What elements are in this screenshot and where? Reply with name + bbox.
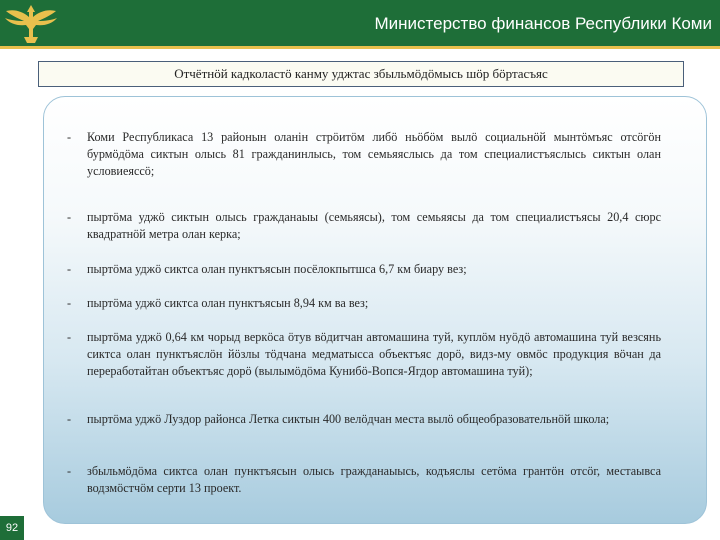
bullet-dash: - [67,464,72,478]
ministry-title: Министерство финансов Республики Коми [374,14,712,33]
slide-subtitle: Отчётнӧй кадколастӧ канму уджтас збыльмӧдӧмысь шӧр бӧртасъяс [38,61,684,87]
list-item-text: пыртӧма уджӧ Луздор районса Летка сиктын 400 велӧдчан места вылӧ общеобразовательнӧй школа; [87,412,610,426]
list-item [67,329,661,380]
header-divider [0,46,720,49]
page-number: 92 [0,516,24,540]
list-item-text: пыртӧма уджӧ сиктын олысь гражданаыы (семьяясы), том семьяясы да том специалистъясы 20,4 сюрс квадратнӧй метра олан керка; [87,210,661,241]
list-item [67,209,661,243]
bullet-dash: - [67,210,72,224]
header-bar [0,0,720,46]
bullet-dash: - [67,130,72,144]
bullet-dash: - [67,262,72,276]
list-item-text: пыртӧма уджӧ сиктса олан пунктъясын посёлокпытшса 6,7 км биару вез; [87,262,467,276]
list-item [67,463,661,497]
list-item-text: пыртӧма уджӧ сиктса олан пунктъясын 8,94 км ва вез; [87,296,369,310]
list-item-text: збыльмӧдӧма сиктса олан пунктъясын олысь гражданаыысь, кодъяслы сетӧма грантӧн отсӧг, местаывса водзмӧстчӧм серти 13 проект. [87,464,661,495]
list-item-text: Коми Республикаса 13 районын оланін стрӧитӧм либӧ ньӧбӧм вылӧ социальнӧй мынтӧмъяс отсӧгӧн бурмӧдӧма сиктын олысь 81 гражданинлысь, том семьяяслысь да том специалистъяслысь сиктын олан условиеяссӧ; [87,130,661,178]
list-item [67,129,661,180]
komi-bird-emblem-icon [2,3,60,45]
list-item [67,411,661,428]
list-item [67,261,661,278]
bullet-dash: - [67,296,72,310]
list-item [67,295,661,312]
bullet-dash: - [67,412,72,426]
bullet-dash: - [67,330,72,344]
list-item-text: пыртӧма уджӧ 0,64 км чорыд веркӧса ӧтув вӧдитчан автомашина туй, куплӧм нуӧдӧ автомашина туй везсянь сиктса олан пунктъяслӧн йӧзлы тӧдчана медматысса объектъяс дорӧ, видз-му овмӧс продукция вӧчан да переработайтан объектъяс дорӧ (вылымӧдӧма Кунибӧ-Вопся-Ягдор автомашина туй); [87,330,661,378]
